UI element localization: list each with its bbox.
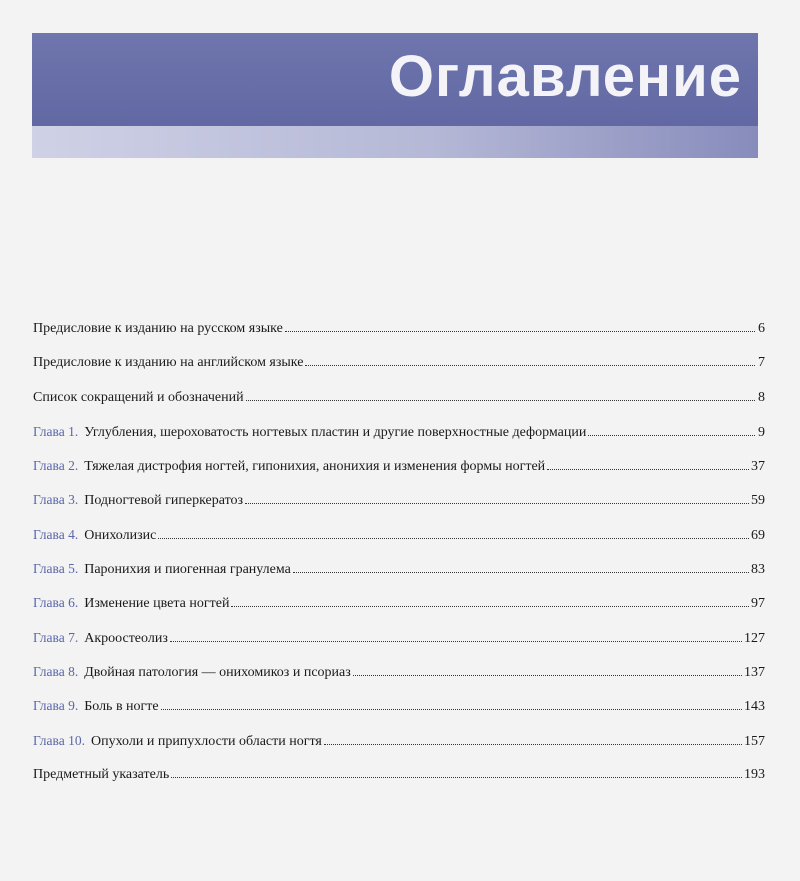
page-number: 37 <box>751 459 765 475</box>
chapter-label: Глава 4. <box>33 526 79 542</box>
page-number: 157 <box>744 733 765 749</box>
toc-entry[interactable] <box>33 630 765 664</box>
dot-leader <box>588 435 755 436</box>
toc-entry[interactable] <box>33 595 765 629</box>
entry-title: Предисловие к изданию на английском языке <box>33 355 304 371</box>
dot-leader <box>547 469 749 470</box>
chapter-label: Глава 1. <box>33 423 79 439</box>
chapter-label: Глава 8. <box>33 663 79 679</box>
chapter-label: Глава 9. <box>33 698 79 714</box>
entry-title: Онихолизис <box>84 527 157 543</box>
toc-entry[interactable] <box>33 390 765 424</box>
page-title: Оглавление <box>388 44 742 109</box>
entry-title: Опухоли и припухлости области ногтя <box>90 733 322 749</box>
chapter-label: Глава 2. <box>33 458 79 474</box>
chapter-label: Глава 3. <box>33 492 79 508</box>
dot-leader <box>305 365 755 366</box>
entry-title: Акроостеолиз <box>84 630 168 646</box>
entry-title: Подногтевой гиперкератоз <box>84 493 244 509</box>
chapter-label: Глава 7. <box>33 629 79 645</box>
table-of-contents <box>33 321 765 801</box>
chapter-label: Глава 5. <box>33 561 79 577</box>
entry-title: Боль в ногте <box>84 699 159 715</box>
dot-leader <box>245 503 749 504</box>
chapter-label: Глава 6. <box>33 595 79 611</box>
toc-entry[interactable] <box>33 492 765 526</box>
page-number: 83 <box>751 562 765 578</box>
toc-entry[interactable] <box>33 733 765 767</box>
entry-title: Углубления, шероховатость ногтевых пластин и другие поверхностные деформации <box>84 424 587 440</box>
page-number: 143 <box>744 699 765 715</box>
page-number: 97 <box>751 596 765 612</box>
page-number: 127 <box>744 630 765 646</box>
dot-leader <box>285 331 755 332</box>
dot-leader <box>246 400 755 401</box>
dot-leader <box>293 572 749 573</box>
chapter-label: Глава 10. <box>33 732 85 748</box>
toc-entry[interactable] <box>33 424 765 458</box>
dot-leader <box>171 777 742 778</box>
dot-leader <box>158 538 749 539</box>
page-number: 8 <box>758 389 765 405</box>
entry-title: Список сокращений и обозначений <box>33 389 244 405</box>
entry-title: Тяжелая дистрофия ногтей, гипонихия, анонихия и изменения формы ногтей <box>84 459 546 475</box>
entry-title: Предисловие к изданию на русском языке <box>33 321 283 336</box>
toc-entry[interactable] <box>33 561 765 595</box>
dot-leader <box>353 675 742 676</box>
page-number: 137 <box>744 664 765 680</box>
page-number: 193 <box>744 766 765 782</box>
dot-leader <box>170 641 742 642</box>
entry-title: Паронихия и пиогенная гранулема <box>84 562 291 578</box>
toc-entry[interactable] <box>33 527 765 561</box>
entry-title: Предметный указатель <box>33 766 170 782</box>
dot-leader <box>231 606 749 607</box>
entry-title: Двойная патология — онихомикоз и псориаз <box>84 664 351 680</box>
page-number: 6 <box>758 321 765 336</box>
page-number: 7 <box>758 355 765 371</box>
header-banner-strip <box>32 126 758 158</box>
toc-entry[interactable] <box>33 664 765 698</box>
page-number: 59 <box>751 493 765 509</box>
toc-entry[interactable] <box>33 698 765 732</box>
toc-entry[interactable] <box>33 458 765 492</box>
toc-entry[interactable] <box>33 321 765 355</box>
dot-leader <box>324 744 742 745</box>
entry-title: Изменение цвета ногтей <box>84 596 230 612</box>
toc-entry[interactable] <box>33 767 765 801</box>
dot-leader <box>161 709 742 710</box>
page-number: 69 <box>751 527 765 543</box>
toc-entry[interactable] <box>33 355 765 389</box>
page-number: 9 <box>758 424 765 440</box>
